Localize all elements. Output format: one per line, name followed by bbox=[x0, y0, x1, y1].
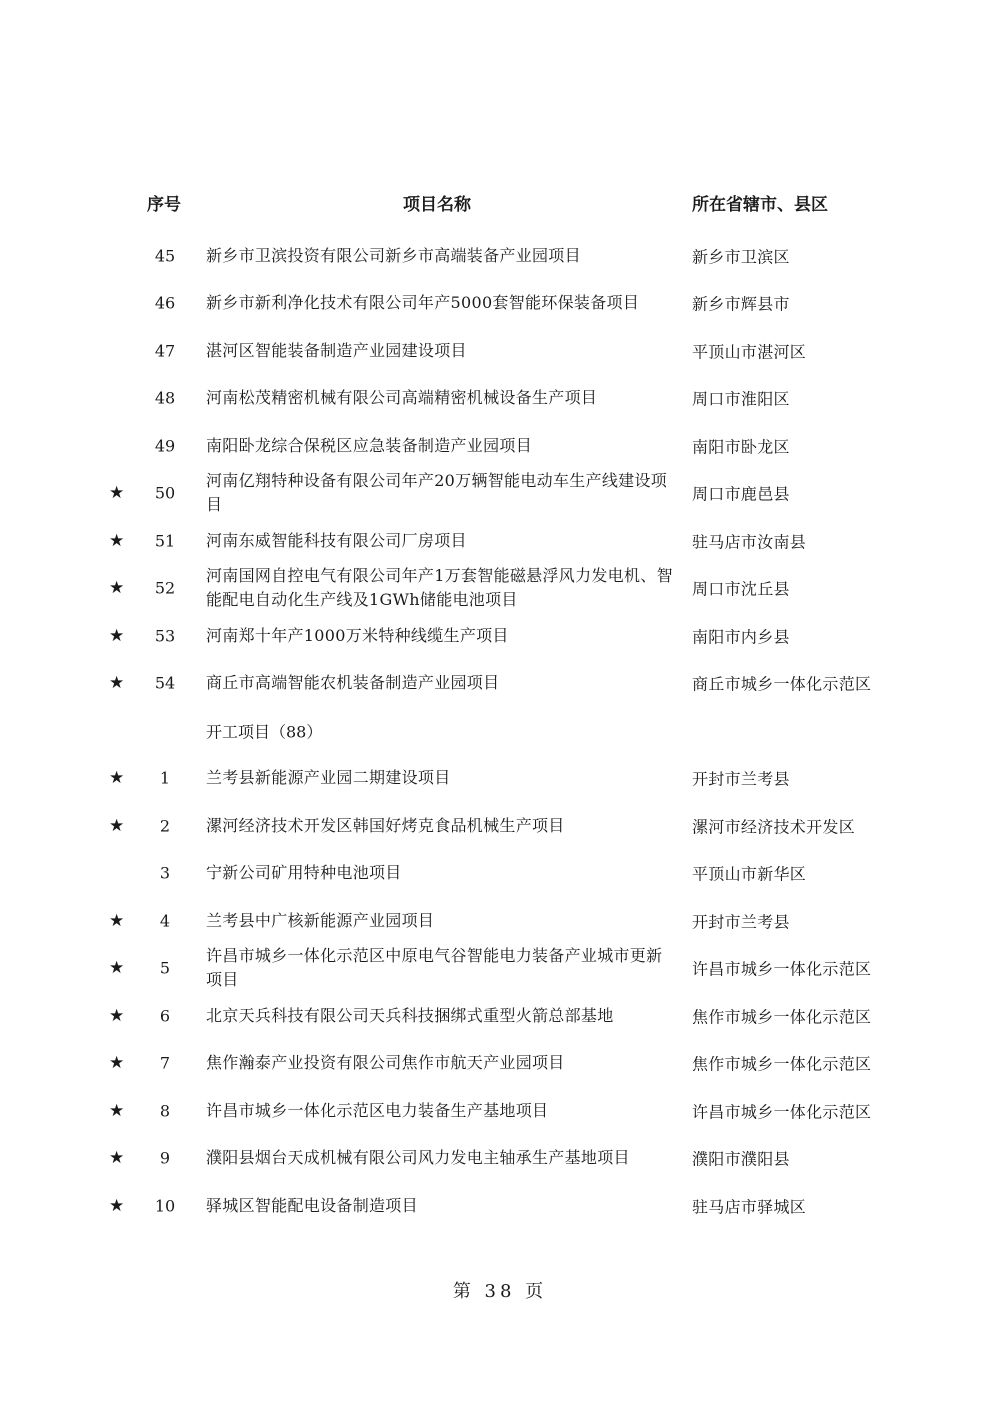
row-number: 46 bbox=[154, 293, 176, 313]
row-number: 52 bbox=[154, 578, 176, 598]
project-location: 许昌市城乡一体化示范区 bbox=[692, 1102, 872, 1122]
star-mark: ★ bbox=[109, 1195, 125, 1216]
header-name: 项目名称 bbox=[403, 195, 471, 215]
project-name: 濮阳县烟台天成机械有限公司风力发电主轴承生产基地项目 bbox=[206, 1148, 630, 1168]
row-number: 45 bbox=[154, 246, 176, 266]
project-name: 新乡市新利净化技术有限公司年产5000套智能环保装备项目 bbox=[206, 293, 640, 313]
star-mark: ★ bbox=[109, 1005, 125, 1026]
row-number: 51 bbox=[154, 531, 176, 551]
project-location: 许昌市城乡一体化示范区 bbox=[692, 959, 872, 979]
table-row bbox=[0, 565, 1000, 613]
table-row bbox=[0, 327, 1000, 375]
project-name: 河南亿翔特种设备有限公司年产20万辆智能电动车生产线建设项目 bbox=[206, 471, 668, 515]
row-number: 7 bbox=[159, 1053, 171, 1073]
star-mark: ★ bbox=[109, 815, 125, 836]
table-row bbox=[0, 280, 1000, 328]
project-location: 新乡市卫滨区 bbox=[692, 247, 790, 267]
table-row bbox=[0, 897, 1000, 945]
star-mark: ★ bbox=[109, 958, 125, 979]
page-number: 第 38 页 bbox=[452, 1281, 548, 1302]
section-label: 开工项目（88） bbox=[206, 722, 323, 742]
row-number: 47 bbox=[154, 341, 176, 361]
project-location: 南阳市内乡县 bbox=[692, 627, 790, 647]
project-location: 焦作市城乡一体化示范区 bbox=[692, 1007, 872, 1027]
table-header bbox=[0, 186, 1000, 218]
star-mark: ★ bbox=[109, 530, 125, 551]
row-number: 10 bbox=[154, 1196, 176, 1216]
row-number: 6 bbox=[159, 1006, 171, 1026]
project-name: 许昌市城乡一体化示范区电力装备生产基地项目 bbox=[206, 1100, 549, 1120]
table-row bbox=[0, 517, 1000, 565]
row-number: 9 bbox=[159, 1148, 171, 1168]
row-number: 54 bbox=[154, 673, 176, 693]
project-name: 宁新公司矿用特种电池项目 bbox=[206, 863, 402, 883]
star-mark: ★ bbox=[109, 673, 125, 694]
project-name: 北京天兵科技有限公司天兵科技捆绑式重型火箭总部基地 bbox=[206, 1005, 614, 1025]
project-name: 许昌市城乡一体化示范区中原电气谷智能电力装备产业城市更新项目 bbox=[206, 946, 663, 990]
project-name: 河南东威智能科技有限公司厂房项目 bbox=[206, 530, 467, 550]
star-mark: ★ bbox=[109, 578, 125, 599]
project-name: 兰考县中广核新能源产业园项目 bbox=[206, 910, 435, 930]
table-row bbox=[0, 802, 1000, 850]
row-number: 48 bbox=[154, 388, 176, 408]
project-name: 焦作瀚泰产业投资有限公司焦作市航天产业园项目 bbox=[206, 1053, 565, 1073]
project-name: 驿城区智能配电设备制造项目 bbox=[206, 1195, 418, 1215]
project-name: 南阳卧龙综合保税区应急装备制造产业园项目 bbox=[206, 435, 533, 455]
project-location: 濮阳市濮阳县 bbox=[692, 1149, 790, 1169]
project-location: 驻马店市驿城区 bbox=[692, 1197, 807, 1217]
project-location: 平顶山市湛河区 bbox=[692, 342, 807, 362]
project-location: 平顶山市新华区 bbox=[692, 864, 807, 884]
star-mark: ★ bbox=[109, 1053, 125, 1074]
project-name: 河南郑十年产1000万米特种线缆生产项目 bbox=[206, 625, 509, 645]
header-seq: 序号 bbox=[147, 195, 181, 215]
project-location: 开封市兰考县 bbox=[692, 769, 790, 789]
table-row bbox=[0, 470, 1000, 518]
table-row bbox=[0, 945, 1000, 993]
table-row bbox=[0, 660, 1000, 708]
project-location: 商丘市城乡一体化示范区 bbox=[692, 674, 872, 694]
row-number: 53 bbox=[154, 626, 176, 646]
project-location: 焦作市城乡一体化示范区 bbox=[692, 1054, 872, 1074]
project-name: 河南松茂精密机械有限公司高端精密机械设备生产项目 bbox=[206, 388, 598, 408]
table-row bbox=[0, 850, 1000, 898]
table-row bbox=[0, 1040, 1000, 1088]
project-name: 新乡市卫滨投资有限公司新乡市高端装备产业园项目 bbox=[206, 245, 581, 265]
project-location: 周口市鹿邑县 bbox=[692, 484, 790, 504]
star-mark: ★ bbox=[109, 910, 125, 931]
row-number: 5 bbox=[159, 958, 171, 978]
table-row bbox=[0, 1135, 1000, 1183]
project-location: 漯河市经济技术开发区 bbox=[692, 817, 856, 837]
row-number: 2 bbox=[159, 816, 171, 836]
row-number: 50 bbox=[154, 483, 176, 503]
table-row bbox=[0, 755, 1000, 803]
star-mark: ★ bbox=[109, 483, 125, 504]
table-row bbox=[0, 422, 1000, 470]
project-name: 商丘市高端智能农机装备制造产业园项目 bbox=[206, 673, 500, 693]
project-name: 湛河区智能装备制造产业园建设项目 bbox=[206, 340, 467, 360]
table-row bbox=[0, 232, 1000, 280]
project-name: 河南国网自控电气有限公司年产1万套智能磁悬浮风力发电机、智能配电自动化生产线及1GWh储能电池项目 bbox=[206, 566, 673, 610]
table-body bbox=[0, 232, 1000, 1230]
table-row bbox=[0, 1087, 1000, 1135]
star-mark: ★ bbox=[109, 768, 125, 789]
project-location: 周口市沈丘县 bbox=[692, 579, 790, 599]
project-location: 南阳市卧龙区 bbox=[692, 437, 790, 457]
row-number: 49 bbox=[154, 436, 176, 456]
row-number: 1 bbox=[159, 768, 171, 788]
table-row bbox=[0, 992, 1000, 1040]
star-mark: ★ bbox=[109, 1148, 125, 1169]
table-row bbox=[0, 1182, 1000, 1230]
row-number: 4 bbox=[159, 911, 171, 931]
row-number: 3 bbox=[159, 863, 171, 883]
table-row bbox=[0, 612, 1000, 660]
section-heading bbox=[0, 707, 1000, 755]
row-number: 8 bbox=[159, 1101, 171, 1121]
header-location: 所在省辖市、县区 bbox=[692, 195, 828, 215]
star-mark: ★ bbox=[109, 625, 125, 646]
project-name: 兰考县新能源产业园二期建设项目 bbox=[206, 768, 451, 788]
star-mark: ★ bbox=[109, 1100, 125, 1121]
table-row bbox=[0, 375, 1000, 423]
project-location: 周口市淮阳区 bbox=[692, 389, 790, 409]
project-location: 开封市兰考县 bbox=[692, 912, 790, 932]
project-name: 漯河经济技术开发区韩国好烤克食品机械生产项目 bbox=[206, 815, 565, 835]
project-location: 新乡市辉县市 bbox=[692, 294, 790, 314]
project-location: 驻马店市汝南县 bbox=[692, 532, 807, 552]
